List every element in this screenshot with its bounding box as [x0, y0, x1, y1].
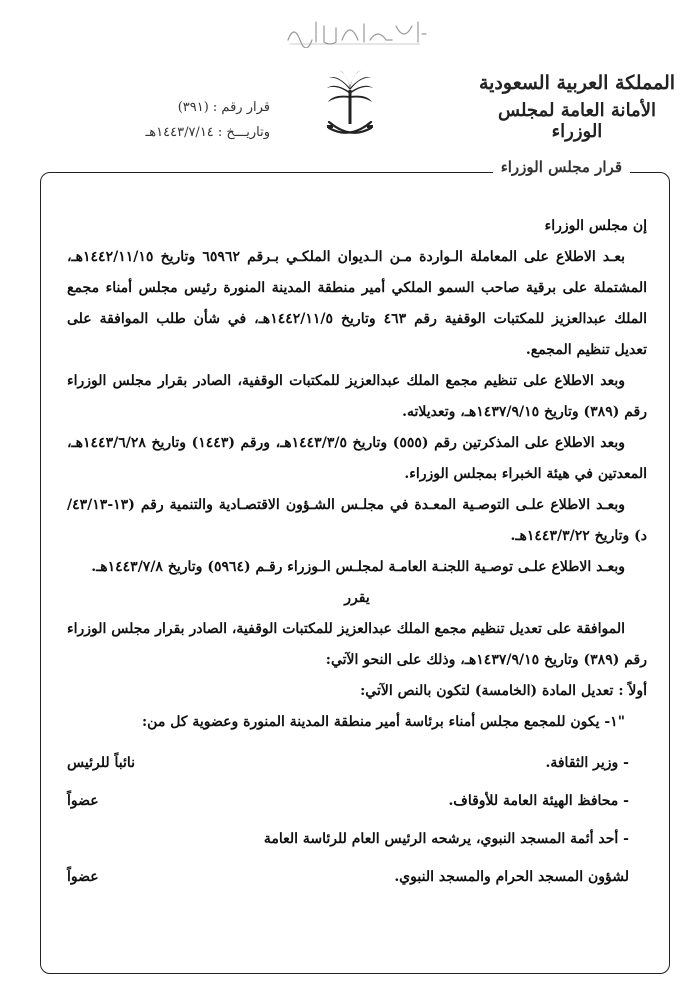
member-name: - أحد أئمة المسجد النبوي، يرشحه الرئيس العام للرئاسة العامة [263, 831, 629, 847]
paragraph-2: وبعد الاطلاع على تنظيم مجمع الملك عبدالعزيز للمكتبات الوقفية، الصادر بقرار مجلس الوزراء رقم (٣٨٩) وتاريخ ١٤٣٧/٩/١٥هـ، وتعديلاته. [67, 373, 647, 420]
list-item [67, 782, 647, 820]
paragraph-3: وبعد الاطلاع على المذكرتين رقم (٥٥٥) وتاريخ ١٤٤٣/٣/٥هـ، ورقم (١٤٤٣) وتاريخ ١٤٤٣/٦/٢٨هـ، المعدتين في هيئة الخبراء بمجلس الوزراء. [67, 435, 647, 482]
members-list [67, 744, 647, 896]
article-first: أولاً : تعديل المادة (الخامسة) لتكون بالنص الآتي: [360, 683, 647, 699]
paragraph-5: وبعـد الاطلاع علـى توصـية اللجنـة العامـة لمجلـس الـوزراء رقـم (٥٩٦٤) وتاريخ ١٤٤٣/٧/٨هـ. [91, 559, 625, 575]
member-role: نائباً للرئيس [67, 755, 136, 771]
decision-date: وتاريـــخ : ١٤٤٣/٧/١٤هـ [145, 125, 270, 140]
opening-line: إن مجلس الوزراء [544, 218, 647, 234]
saudi-emblem [325, 70, 375, 145]
member-name: - وزير الثقافة. [545, 755, 629, 771]
member-role: عضواً [67, 869, 99, 885]
palm-swords-icon [325, 70, 375, 145]
clause-one: "١- يكون للمجمع مجلس أمناء برئاسة أمير منطقة المدينة المنورة وعضوية كل من: [142, 714, 625, 730]
list-item [67, 858, 647, 896]
kingdom-name: المملكة العربية السعودية [478, 72, 676, 94]
decision-body [67, 211, 647, 900]
list-item [67, 820, 647, 858]
decision-text: الموافقة على تعديل تنظيم مجمع الملك عبدالعزيز للمكتبات الوقفية، الصادر بقرار مجلس الوزراء رقم (٣٨٩) وتاريخ ١٤٣٧/٩/١٥هـ، وذلك على النحو الآتي: [67, 621, 647, 668]
spacer [67, 896, 647, 900]
basmala-calligraphy-icon [280, 14, 430, 48]
decides-heading: يقرر [344, 590, 370, 606]
list-item [67, 744, 647, 782]
decision-number: قرار رقم : (٣٩١) [177, 100, 270, 115]
paragraph-1: بعـد الاطلاع على المعاملة الـواردة مـن الـديوان الملكـي بـرقم ٦٥٩٦٢ وتاريخ ١٤٤٢/١١/١٥هـ، المشتملة على برقية صاحب السمو الملكي أمير منطقة المدينة المنورة رئيس مجلس أمناء مجمع الملك عبدالعزيز للمكتبات الوقفية رقم ٤٦٣ وتاريخ ١٤٤٢/١١/٥هـ، في شأن طلب الموافقة على تعديل تنظيم المجمع. [67, 249, 647, 358]
decision-frame [40, 172, 670, 974]
header-reference [100, 100, 270, 150]
member-name: - محافظ الهيئة العامة للأوقاف. [448, 793, 629, 809]
frame-title: قرار مجلس الوزراء [493, 158, 630, 176]
member-role: عضواً [67, 793, 99, 809]
basmala-calligraphy [280, 14, 430, 48]
header-institution [472, 72, 682, 142]
secretariat-name: الأمانة العامة لمجلس الوزراء [498, 100, 656, 142]
member-name: لشؤون المسجد الحرام والمسجد النبوي. [394, 869, 629, 885]
paragraph-4: وبعـد الاطلاع علـى التوصـية المعـدة في مجلـس الشـؤون الاقتصـادية والتنمية رقم (١٣-٤٣/١٣/د) وتاريخ ١٤٤٣/٣/٢٢هـ. [67, 497, 647, 544]
